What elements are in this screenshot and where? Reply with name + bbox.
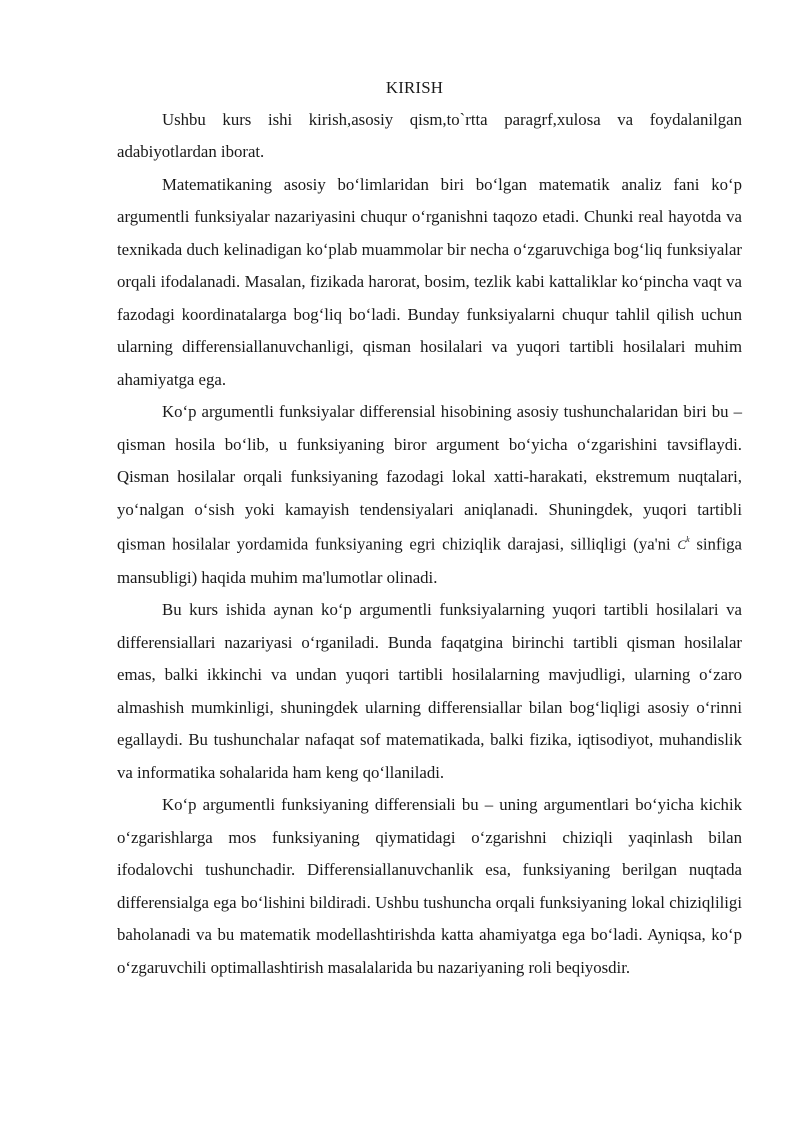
page-title: KIRISH	[385, 78, 444, 97]
formula-superscript: k	[686, 535, 690, 544]
formula-base: C	[677, 537, 687, 553]
paragraph-structure: Ushbu kurs ishi kirish,asosiy qism,to`rtta paragrf,xulosa va foydalanilgan adabiyotlardan iborat.	[117, 109, 742, 161]
paragraph-partial-derivatives	[117, 396, 742, 594]
smoothness-class-formula	[677, 537, 689, 552]
paragraph-differential: Ko‘p argumentli funksiyaning differensiali bu – uning argumentlari bo‘yicha kichik o‘zgarishlarga mos funksiyaning qiymatidagi o‘zgarishni chiziqli yaqinlash bilan ifodalovchi tushunchadir. Differensiallanuvchanlik esa, funksiyaning berilgan nuqtada differensialga ega bo‘lishini bildiradi. Ushbu tushuncha orqali funksiyaning lokal chiziqliligi baholanadi va bu matematik modellashtirishda katta ahamiyatga ega bo‘ladi. Ayniqsa, ko‘p o‘zgaruvchili optimallashtirish masalalarida bu nazariyaning roli beqiyosdir.	[117, 795, 742, 977]
document-body	[117, 72, 742, 984]
paragraph-partial-derivatives-text-start: Ko‘p argumentli funksiyalar differensial hisobining asosiy tushunchalaridan biri bu – qisman hosila bo‘lib, u funksiyaning biror argument bo‘yicha o‘zgarishini tavsiflaydi. Qisman hosilalar orqali funksiyaning fazodagi lokal xatti-harakati, ekstremum nuqtalari, yo‘nalgan o‘sish yoki kamayish tendensiyalari aniqlanadi. Shuningdek, yuqori tartibli qisman hosilalar yordamida funksiyaning egri chiziqlik darajasi, silliqligi (ya'ni	[117, 402, 742, 554]
paragraph-course-scope: Bu kurs ishida aynan ko‘p argumentli funksiyalarning yuqori tartibli hosilalari va differensiallari nazariyasi o‘rganiladi. Bunda faqatgina birinchi tartibli qisman hosilalar emas, balki ikkinchi va undan yuqori tartibli hosilalarning mavjudligi, ularning o‘zaro almashish mumkinligi, shuningdek ularning differensiallar bilan bog‘liqligi asosiy o‘rinni egallaydi. Bu tushunchalar nafaqat sof matematikada, balki fizika, iqtisodiyot, muhandislik va informatika sohalarida ham keng qo‘llaniladi.	[117, 600, 742, 782]
paragraph-introduction: Matematikaning asosiy bo‘limlaridan biri bo‘lgan matematik analiz fani ko‘p argumentli funksiyalar nazariyasini chuqur o‘rganishni taqozo etadi. Chunki real hayotda va texnikada duch kelinadigan ko‘plab muammolar bir necha o‘zgaruvchiga bog‘liq funksiyalar orqali ifodalanadi. Masalan, fizikada harorat, bosim, tezlik kabi kattaliklar ko‘pincha vaqt va fazodagi koordinatalarga bog‘liq bo‘ladi. Bunday funksiyalarni chuqur tahlil qilish uchun ularning differensiallanuvchanligi, qisman hosilalari va yuqori tartibli hosilalari muhim ahamiyatga ega.	[117, 174, 742, 389]
paragraph-partial-derivatives-text-end: sinfiga mansubligi) haqida muhim ma'lumotlar olinadi.	[117, 534, 742, 587]
